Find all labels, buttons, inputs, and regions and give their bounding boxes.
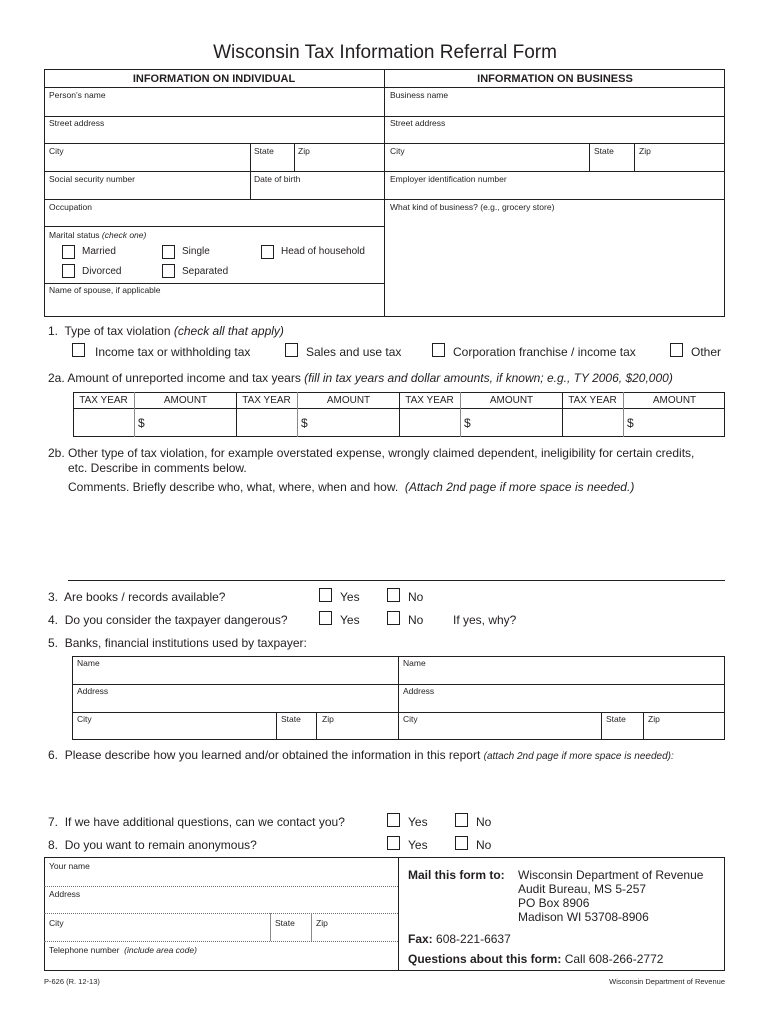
separated-label: Separated <box>182 266 229 277</box>
q1-hint: (check all that apply) <box>173 324 284 338</box>
q3-text <box>48 590 225 604</box>
col-rule <box>250 143 251 171</box>
income-tax-checkbox[interactable] <box>72 343 85 357</box>
row-rule <box>385 171 725 172</box>
footer-agency: Wisconsin Department of Revenue <box>609 977 725 986</box>
bank2-address-label: Address <box>403 686 435 696</box>
q4-no-checkbox[interactable] <box>387 611 400 625</box>
bank2-zip-label: Zip <box>648 714 660 724</box>
col-rule <box>601 712 602 740</box>
q8-number: 8. <box>48 838 59 852</box>
amount-dollar-sign: $ <box>464 416 471 430</box>
q5-label: Banks, financial institutions used by taxpayer: <box>64 636 307 650</box>
married-label: Married <box>82 246 116 257</box>
q8-label: Do you want to remain anonymous? <box>64 838 257 852</box>
q5-number: 5. <box>48 636 59 650</box>
row-rule <box>44 283 384 284</box>
business-street-label: Street address <box>390 118 446 128</box>
q2b-number: 2b. <box>48 446 65 460</box>
comments-hint: (Attach 2nd page if more space is needed.) <box>404 480 635 494</box>
q2a-hint: (fill in tax years and dollar amounts, if known; e.g., TY 2006, $20,000) <box>304 371 673 385</box>
q3-number: 3. <box>48 590 59 604</box>
amount-header: AMOUNT <box>652 395 697 406</box>
occupation-label: Occupation <box>49 202 92 212</box>
dotted-rule <box>44 941 398 942</box>
q7-no-label: No <box>476 815 492 829</box>
banks-center-divider <box>398 656 399 740</box>
questions-phone: Call 608-266-2772 <box>564 952 664 966</box>
bank1-state-label: State <box>281 714 301 724</box>
q2b-text-line1: Other type of tax violation, for example overstated expense, wrongly claimed dependent, ineligibility for certain credits, <box>68 446 695 460</box>
fax-line <box>408 932 511 946</box>
q4-yes-label: Yes <box>340 613 360 627</box>
q4-label: Do you consider the taxpayer dangerous? <box>64 613 288 627</box>
q4-text <box>48 613 288 627</box>
form-number: P-626 (R. 12-13) <box>44 977 100 986</box>
separated-checkbox[interactable] <box>162 264 175 278</box>
q5-text <box>48 636 307 650</box>
business-kind-label: What kind of business? (e.g., grocery store) <box>390 202 555 212</box>
comments-rule <box>68 580 725 581</box>
row-rule <box>385 116 725 117</box>
amount-dollar-sign: $ <box>627 416 634 430</box>
q4-yes-checkbox[interactable] <box>319 611 332 625</box>
business-zip-label: Zip <box>639 146 651 156</box>
marital-status-text: Marital status <box>49 230 100 240</box>
individual-street-label: Street address <box>49 118 105 128</box>
ssn-label: Social security number <box>49 174 135 184</box>
persons-name-label: Person’s name <box>49 90 106 100</box>
q2a-text <box>48 371 673 385</box>
q7-label: If we have additional questions, can we contact you? <box>64 815 345 829</box>
q1-label: Type of tax violation <box>64 324 171 338</box>
row-rule <box>385 143 725 144</box>
reporter-zip-label: Zip <box>316 918 328 928</box>
q3-yes-checkbox[interactable] <box>319 588 332 602</box>
top-center-divider <box>384 69 385 317</box>
q8-yes-label: Yes <box>408 838 428 852</box>
col-rule <box>276 712 277 740</box>
single-checkbox[interactable] <box>162 245 175 259</box>
q1-number: 1. <box>48 324 59 338</box>
bank2-city-label: City <box>403 714 418 724</box>
divorced-label: Divorced <box>82 266 122 277</box>
dotted-rule <box>44 886 398 887</box>
row-rule <box>44 199 384 200</box>
bank2-state-label: State <box>606 714 626 724</box>
q7-yes-checkbox[interactable] <box>387 813 400 827</box>
dotted-rule <box>44 913 398 914</box>
corporation-franchise-checkbox[interactable] <box>432 343 445 357</box>
q4-no-label: No <box>408 613 424 627</box>
amount-header: AMOUNT <box>326 395 371 406</box>
marital-status-hint: (check one) <box>101 230 147 240</box>
col-rule <box>316 712 317 740</box>
mail-to-label: Mail this form to: <box>408 868 505 882</box>
q2a-label: Amount of unreported income and tax years <box>67 371 301 385</box>
row-rule <box>44 171 384 172</box>
row-rule <box>72 712 725 713</box>
mail-line-1: Wisconsin Department of Revenue <box>518 868 704 882</box>
col-rule <box>311 913 312 941</box>
amount-header: AMOUNT <box>489 395 534 406</box>
q8-yes-checkbox[interactable] <box>387 836 400 850</box>
other-label: Other <box>691 345 722 359</box>
col-rule <box>589 143 590 171</box>
bank2-name-label: Name <box>403 658 426 668</box>
row-rule <box>44 116 384 117</box>
q6-number: 6. <box>48 748 59 762</box>
q2a-number: 2a. <box>48 371 65 385</box>
q7-no-checkbox[interactable] <box>455 813 468 827</box>
business-state-label: State <box>594 146 614 156</box>
q7-yes-label: Yes <box>408 815 428 829</box>
col-rule <box>643 712 644 740</box>
spouse-name-label: Name of spouse, if applicable <box>49 285 161 295</box>
individual-header: INFORMATION ON INDIVIDUAL <box>132 73 296 85</box>
q6-text <box>48 748 674 762</box>
mail-line-4: Madison WI 53708-8906 <box>518 910 649 924</box>
col-rule <box>294 143 295 171</box>
telephone-text: Telephone number <box>49 945 120 955</box>
q8-no-checkbox[interactable] <box>455 836 468 850</box>
q6-label: Please describe how you learned and/or obtained the information in this report <box>64 748 481 762</box>
q2b-line1 <box>48 446 694 460</box>
marital-status-label <box>49 230 146 240</box>
sales-tax-label: Sales and use tax <box>306 345 402 359</box>
tax-year-header: TAX YEAR <box>242 395 291 406</box>
business-name-label: Business name <box>390 90 449 100</box>
amount-dollar-sign: $ <box>301 416 308 430</box>
fax-number: 608-221-6637 <box>436 932 511 946</box>
business-header: INFORMATION ON BUSINESS <box>477 73 633 85</box>
tax-year-header: TAX YEAR <box>405 395 454 406</box>
questions-label: Questions about this form: <box>408 952 562 966</box>
q7-number: 7. <box>48 815 59 829</box>
individual-state-label: State <box>254 146 274 156</box>
q2b-comments <box>68 480 634 494</box>
amount-header: AMOUNT <box>163 395 208 406</box>
q4-number: 4. <box>48 613 59 627</box>
q1-text <box>48 324 284 338</box>
top-header-rule <box>44 87 725 88</box>
reporter-city-label: City <box>49 918 64 928</box>
head-of-household-checkbox[interactable] <box>261 245 274 259</box>
comments-label: Comments. Briefly describe who, what, where, when and how. <box>68 480 399 494</box>
bank1-name-label: Name <box>77 658 100 668</box>
income-tax-label: Income tax or withholding tax <box>95 345 251 359</box>
row-rule <box>44 226 384 227</box>
q3-no-checkbox[interactable] <box>387 588 400 602</box>
tax-year-header: TAX YEAR <box>79 395 128 406</box>
col-rule <box>270 913 271 941</box>
married-checkbox[interactable] <box>62 245 75 259</box>
q8-no-label: No <box>476 838 492 852</box>
questions-line <box>408 952 663 966</box>
amount-dollar-sign: $ <box>138 416 145 430</box>
q3-no-label: No <box>408 590 424 604</box>
reporter-divider <box>398 857 399 971</box>
bank1-city-label: City <box>77 714 92 724</box>
other-checkbox[interactable] <box>670 343 683 357</box>
reporter-state-label: State <box>275 918 295 928</box>
sales-tax-checkbox[interactable] <box>285 343 298 357</box>
single-label: Single <box>182 246 210 257</box>
individual-zip-label: Zip <box>298 146 310 156</box>
q8-text <box>48 838 257 852</box>
business-city-label: City <box>390 146 405 156</box>
mail-line-3: PO Box 8906 <box>518 896 590 910</box>
q6-hint: (attach 2nd page if more space is needed): <box>483 751 674 762</box>
mail-line-2: Audit Bureau, MS 5-257 <box>518 882 647 896</box>
form-title: Wisconsin Tax Information Referral Form <box>213 42 557 63</box>
telephone-hint: (include area code) <box>124 945 197 955</box>
head-of-household-label: Head of household <box>281 246 365 257</box>
your-name-label: Your name <box>49 861 90 871</box>
q2b-line2: etc. Describe in comments below. <box>68 461 247 475</box>
reporter-address-label: Address <box>49 889 81 899</box>
tax-year-header: TAX YEAR <box>568 395 617 406</box>
telephone-label <box>49 945 197 955</box>
row-rule <box>385 199 725 200</box>
fax-label: Fax: <box>408 932 433 946</box>
q4-why-label: If yes, why? <box>453 613 517 627</box>
col-rule <box>250 171 251 199</box>
row-rule <box>44 143 384 144</box>
bank1-zip-label: Zip <box>322 714 334 724</box>
q7-text <box>48 815 345 829</box>
col-rule <box>634 143 635 171</box>
q3-label: Are books / records available? <box>64 590 226 604</box>
row-rule <box>72 684 725 685</box>
q3-yes-label: Yes <box>340 590 360 604</box>
bank1-address-label: Address <box>77 686 109 696</box>
dob-label: Date of birth <box>254 174 301 184</box>
individual-city-label: City <box>49 146 64 156</box>
corporation-franchise-label: Corporation franchise / income tax <box>453 345 636 359</box>
divorced-checkbox[interactable] <box>62 264 75 278</box>
ein-label: Employer identification number <box>390 174 507 184</box>
